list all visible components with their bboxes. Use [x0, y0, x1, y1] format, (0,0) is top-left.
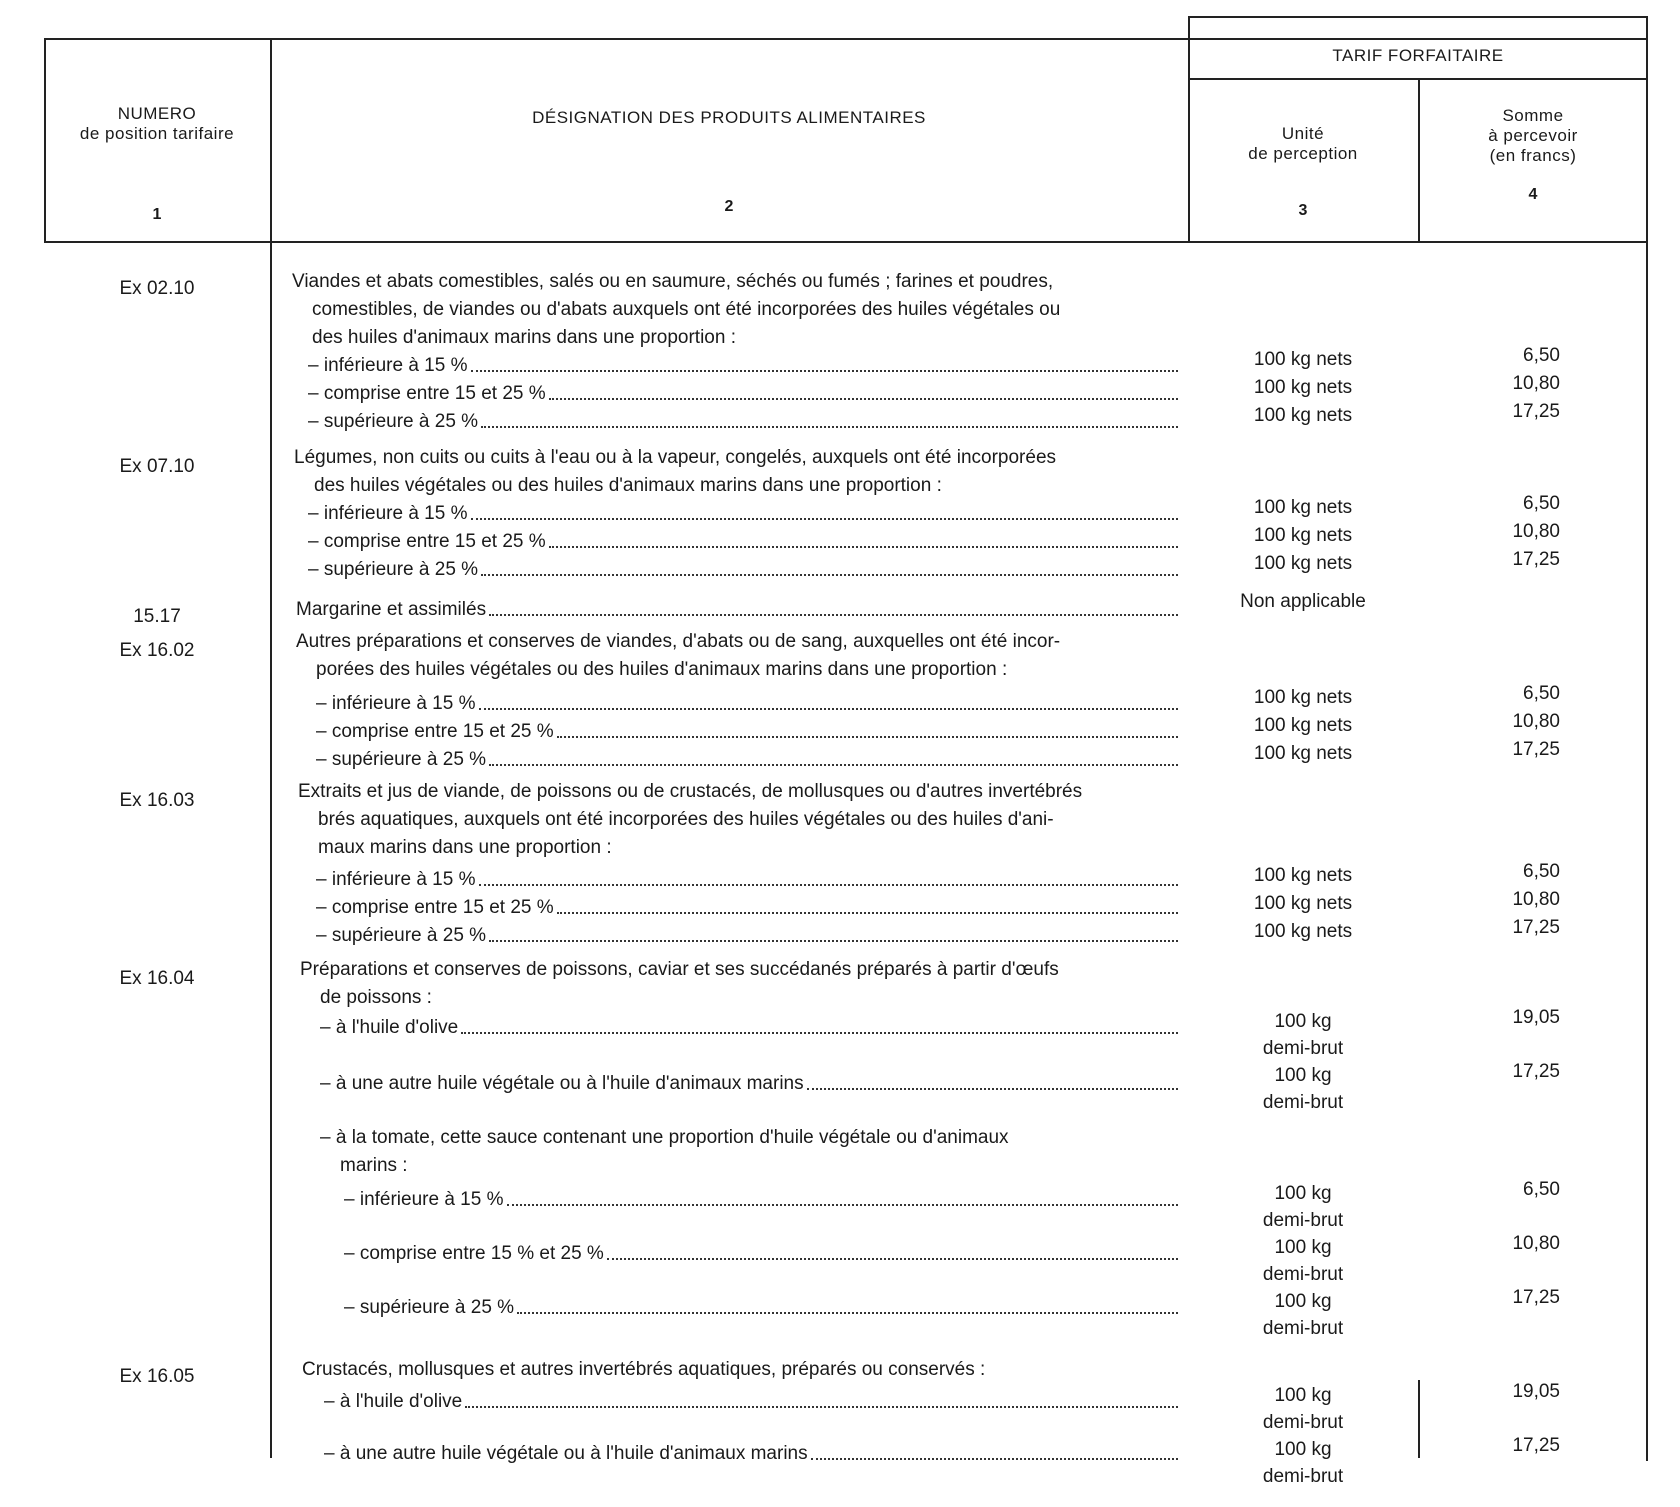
row-item-label: – comprise entre 15 et 25 % [308, 531, 546, 552]
row-unit: 100 kg nets [1253, 715, 1353, 736]
row-unit: 100 kg nets [1253, 497, 1353, 518]
header-col1 [46, 104, 268, 144]
dot-leader [479, 708, 1179, 710]
row-item-label: – comprise entre 15 et 25 % [308, 383, 546, 404]
row-unit: 100 kg nets [1253, 921, 1353, 942]
row-item-label: – à une autre huile végétale ou à l'huile d'animaux marins [324, 1443, 808, 1464]
row-amount: 19,05 [1512, 1381, 1560, 1402]
row-unit [1190, 1234, 1416, 1288]
row-item [296, 596, 1180, 622]
dot-leader [471, 518, 1179, 520]
row-unit-line: demi-brut [1262, 1466, 1344, 1487]
row-description-line: brés aquatiques, auxquels ont été incorporées des huiles végétales ou des huiles d'ani- [318, 809, 1054, 830]
row-unit-line: 100 kg [1274, 1385, 1332, 1406]
row-position: 15.17 [133, 606, 181, 627]
row-description [296, 628, 1180, 684]
row-unit: 100 kg nets [1253, 525, 1353, 546]
row-unit [1190, 1382, 1416, 1436]
dot-leader [549, 398, 1178, 400]
row-amount: 10,80 [1512, 711, 1560, 732]
header-col2-title: DÉSIGNATION DES PRODUITS ALIMENTAIRES [532, 108, 926, 127]
row-description-line: porées des huiles végétales ou des huiles d'animaux marins dans une proportion : [316, 659, 1008, 680]
dot-leader [517, 1312, 1178, 1314]
row-unit: 100 kg nets [1253, 553, 1353, 574]
row-unit: 100 kg nets [1253, 377, 1353, 398]
header-bottom-rule [44, 241, 1648, 243]
row-subdescription [320, 1124, 1180, 1180]
header-col4-title-3: (en francs) [1489, 146, 1577, 165]
header-tarif-title: TARIF FORFAITAIRE [1332, 46, 1504, 65]
dot-leader [481, 574, 1178, 576]
row-item [324, 1388, 1180, 1414]
column-divider-1 [270, 38, 272, 1458]
row-item [320, 1014, 1180, 1040]
row-item [316, 894, 1180, 920]
row-item-label: – inférieure à 15 % [308, 503, 468, 524]
row-amount: 10,80 [1512, 1233, 1560, 1254]
row-item [320, 1070, 1180, 1096]
row-unit: 100 kg nets [1253, 865, 1353, 886]
row-unit: Non applicable [1240, 591, 1366, 612]
row-description-line: Crustacés, mollusques et autres invertébrés aquatiques, préparés ou conservés : [302, 1359, 986, 1380]
row-unit: 100 kg nets [1253, 349, 1353, 370]
row-unit [1190, 1180, 1416, 1234]
row-item-label: – à l'huile d'olive [324, 1391, 463, 1412]
row-description-line: maux marins dans une proportion : [318, 837, 612, 858]
row-item [308, 528, 1180, 554]
row-position: Ex 16.04 [119, 968, 195, 989]
row-item-label: – inférieure à 15 % [308, 355, 468, 376]
dot-leader [807, 1088, 1178, 1090]
row-amount: 6,50 [1523, 345, 1560, 366]
row-amount: 6,50 [1523, 493, 1560, 514]
header-col4 [1420, 106, 1646, 166]
row-amount: 6,50 [1523, 1179, 1560, 1200]
dot-leader [471, 370, 1179, 372]
row-item [316, 690, 1180, 716]
row-amount: 6,50 [1523, 683, 1560, 704]
row-amount: 17,25 [1512, 1061, 1560, 1082]
row-description-line: Préparations et conserves de poissons, caviar et ses succédanés préparés à partir d'œufs [300, 959, 1059, 980]
dot-leader [811, 1458, 1178, 1460]
dot-leader [489, 940, 1178, 942]
row-amount: 17,25 [1512, 1435, 1560, 1456]
row-description-line: Viandes et abats comestibles, salés ou en saumure, séchés ou fumés ; farines et poudres, [292, 271, 1054, 292]
row-item [344, 1294, 1180, 1320]
row-description-line: comestibles, de viandes ou d'abats auxquels ont été incorporées des huiles végétales ou [312, 299, 1061, 320]
row-description-line: Légumes, non cuits ou cuits à l'eau ou à la vapeur, congelés, auxquels ont été incorporées [294, 447, 1057, 468]
row-amount: 17,25 [1512, 917, 1560, 938]
row-item [316, 746, 1180, 772]
dot-leader [549, 546, 1178, 548]
row-position: Ex 16.05 [119, 1366, 195, 1387]
row-description [300, 956, 1180, 1012]
row-item-label: Margarine et assimilés [296, 599, 487, 620]
row-position: Ex 02.10 [119, 278, 195, 299]
row-position: Ex 07.10 [119, 456, 195, 477]
row-item [316, 922, 1180, 948]
row-item [316, 718, 1180, 744]
frame-right-rule [1646, 16, 1648, 1461]
row-item-label: – supérieure à 25 % [308, 559, 479, 580]
row-unit-line: demi-brut [1262, 1210, 1344, 1231]
frame-top-rule [44, 38, 1648, 40]
row-unit-line: 100 kg [1274, 1237, 1332, 1258]
row-amount: 10,80 [1512, 889, 1560, 910]
row-description-line: de poissons : [320, 987, 432, 1008]
row-unit-line: 100 kg [1274, 1065, 1332, 1086]
row-item-label: – à l'huile d'olive [320, 1017, 459, 1038]
dot-leader [489, 764, 1178, 766]
row-item [344, 1186, 1180, 1212]
dot-leader [461, 1032, 1178, 1034]
row-unit-line: demi-brut [1262, 1264, 1344, 1285]
row-unit [1190, 1288, 1416, 1342]
row-unit-line: demi-brut [1262, 1318, 1344, 1339]
row-item-label: – supérieure à 25 % [316, 749, 487, 770]
row-amount: 10,80 [1512, 373, 1560, 394]
row-description-line: – à la tomate, cette sauce contenant une proportion d'huile végétale ou d'animaux [320, 1127, 1009, 1148]
row-unit: 100 kg nets [1253, 687, 1353, 708]
header-col4-title-2: à percevoir [1488, 126, 1578, 145]
row-item-label: – inférieure à 15 % [316, 693, 476, 714]
row-unit-line: 100 kg [1274, 1011, 1332, 1032]
row-item-label: – supérieure à 25 % [308, 411, 479, 432]
dot-leader [557, 912, 1178, 914]
row-item [308, 380, 1180, 406]
row-unit [1190, 1436, 1416, 1490]
row-item-label: – comprise entre 15 % et 25 % [344, 1243, 604, 1264]
header-col3-title-2: de perception [1248, 144, 1358, 163]
row-item-label: – supérieure à 25 % [316, 925, 487, 946]
row-position: Ex 16.02 [119, 640, 195, 661]
row-description [298, 778, 1180, 862]
row-item [316, 866, 1180, 892]
row-item [308, 408, 1180, 434]
dot-leader [465, 1406, 1178, 1408]
row-item-label: – comprise entre 15 et 25 % [316, 721, 554, 742]
header-col3 [1190, 124, 1416, 164]
row-item-label: – inférieure à 15 % [316, 869, 476, 890]
row-description-line: Autres préparations et conserves de viandes, d'abats ou de sang, auxquelles ont été incor- [296, 631, 1061, 652]
dot-leader [507, 1204, 1179, 1206]
row-amount: 17,25 [1512, 401, 1560, 422]
row-amount: 19,05 [1512, 1007, 1560, 1028]
header-col2-index: 2 [724, 198, 734, 215]
row-description [294, 444, 1180, 500]
row-item-label: – à une autre huile végétale ou à l'huile d'animaux marins [320, 1073, 804, 1094]
row-description [292, 268, 1180, 352]
row-description-line: des huiles d'animaux marins dans une proportion : [312, 327, 736, 348]
row-item [344, 1240, 1180, 1266]
row-amount: 17,25 [1512, 1287, 1560, 1308]
dot-leader [489, 614, 1178, 616]
row-position: Ex 16.03 [119, 790, 195, 811]
row-unit-line: demi-brut [1262, 1092, 1344, 1113]
header-col1-title: NUMERO [117, 104, 197, 123]
dot-leader [557, 736, 1178, 738]
row-unit-line: 100 kg [1274, 1183, 1332, 1204]
row-unit-line: demi-brut [1262, 1038, 1344, 1059]
header-col3-index: 3 [1298, 202, 1308, 219]
header-col1-subtitle: de position tarifaire [79, 124, 235, 143]
row-item [308, 352, 1180, 378]
row-amount: 17,25 [1512, 739, 1560, 760]
row-item [324, 1440, 1180, 1466]
dot-leader [607, 1258, 1178, 1260]
row-item-label: – inférieure à 15 % [344, 1189, 504, 1210]
header-col3-title-1: Unité [1281, 124, 1325, 143]
row-unit [1190, 1008, 1416, 1062]
header-col4-index: 4 [1528, 186, 1538, 203]
row-description-line: des huiles végétales ou des huiles d'animaux marins dans une proportion : [314, 475, 942, 496]
header-col1-index: 1 [152, 206, 162, 223]
row-description-line: marins : [340, 1155, 408, 1176]
row-unit: 100 kg nets [1253, 743, 1353, 764]
row-description [302, 1356, 1180, 1384]
row-unit [1190, 1062, 1416, 1116]
dot-leader [481, 426, 1178, 428]
row-description-line: Extraits et jus de viande, de poissons ou de crustacés, de mollusques ou d'autres invertébrés [298, 781, 1083, 802]
row-item-label: – comprise entre 15 et 25 % [316, 897, 554, 918]
row-item [308, 556, 1180, 582]
row-item-label: – supérieure à 25 % [344, 1297, 515, 1318]
row-amount: 6,50 [1523, 861, 1560, 882]
dot-leader [479, 884, 1179, 886]
row-amount: 10,80 [1512, 521, 1560, 542]
frame-right-top-rule [1188, 16, 1648, 18]
header-col4-title-1: Somme [1502, 106, 1564, 125]
column-divider-3-lower [1418, 1380, 1420, 1458]
row-amount: 17,25 [1512, 549, 1560, 570]
row-item [308, 500, 1180, 526]
row-unit-line: 100 kg [1274, 1439, 1332, 1460]
row-unit: 100 kg nets [1253, 405, 1353, 426]
row-unit-line: 100 kg [1274, 1291, 1332, 1312]
row-unit-line: demi-brut [1262, 1412, 1344, 1433]
row-unit: 100 kg nets [1253, 893, 1353, 914]
